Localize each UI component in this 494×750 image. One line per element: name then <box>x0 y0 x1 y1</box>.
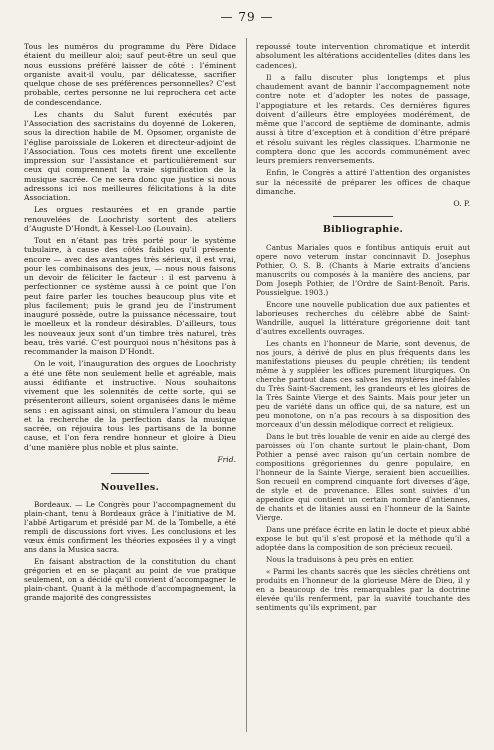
left-column <box>24 42 236 605</box>
biblio-paragraph: Dans une préface écrite en latin le docte et pieux abbé expose le but qu’il s’est proposé et la méthode qu’il a adoptée dans la composition de son précieux recueil. <box>256 524 470 552</box>
paragraph: On le voit, l’inauguration des orgues de Loochristy a été une fête non seulement belle et agréable, mais aussi édifiante et instructive. Nous souhaitons vivement que les solennités de cette sorte, qui se présenteront ailleurs, soient organisées dans le même sens : en agissant ainsi, on stimulera l’amour du beau et la recherche de la perfection dans la musique sacrée, on réjouira tous les partisans de la bonne cause, et l’on fera rendre honneur et gloire à Dieu d’une manière plus noble et plus sainte. <box>24 359 236 452</box>
paragraph: Enfin, le Congrès a attiré l’attention des organistes sur la nécessité de préparer les offices de chaque dimanche. <box>256 168 470 196</box>
column-divider <box>246 38 247 732</box>
signature: Frid. <box>217 454 236 464</box>
divider <box>333 216 393 217</box>
paragraph: Il a fallu discuter plus longtemps et plus chaudement avant de bannir l’accompagnement note contre note et d’adopter les notes de passage, l’appogiature et les retards. Ces dernières figures doivent d’ailleurs être employées modérément, de même que l’accord de septième de dominante, admis aussi à titre d’exception et à condition d’être préparé et résolu suivant les règles classiques. L’harmonie ne comptera donc que les accords communément avec leurs premiers renversements. <box>256 72 470 165</box>
right-column <box>256 42 470 615</box>
signature: O. P. <box>453 199 470 208</box>
page-number: — 79 — <box>220 10 274 24</box>
section-title-nouvelles: Nouvelles. <box>100 482 160 493</box>
news-paragraph: En faisant abstraction de la constitution du chant grégorien et en se plaçant au point de vue pratique seulement, on a décidé qu’il convient d’accompagner le plain-chant. Quant à la méthode d’accompagnement, la grande majorité des congressistes <box>24 557 236 603</box>
news-paragraph: Bordeaux. — Le Congrès pour l’accompagnement du plain-chant, tenu à Bordeaux grâce à l’initiative de M. l’abbé Artigarum et présidé par M. de la Tombelle, a été rempli de discussions fort vives. Les conclusions et les vœux émis confirment les théories exposées il y a vingt ans dans la Musica sacra. <box>24 500 236 555</box>
biblio-paragraph: Dans le but très louable de venir en aide au clergé des paroisses où l’on chante surtout le plain-chant, Dom Pothier a pensé avec raison qu’un certain nombre de compositions grégoriennes du genre populaire, en l’honneur de la Sainte Vierge, seraient bien accueillies. Son recueil en comprend cinquante fort diverses d’âge, de style et de provenance. Elles sont suivies d’un appendice qui contient un certain nombre d’antiennes, de chants et de litanies aussi en l’honneur de la Sainte Vierge. <box>256 431 470 522</box>
biblio-paragraph: Les chants en l’honneur de Marie, sont devenus, de nos jours, à dérivé de plus en plus fréquents dans les manifestations pieuses du peuple chrétien; ils tendent même à y suppléer les offices purement liturgiques. On cherche partout dans ces salves les mystères inef-fables du Très Saint-Sacrement, les grandeurs et les gloires de la Très Sainte Vierge et des Saints. Mais pour jeter un peu de variété dans un office qui, de sa nature, est un peu monotone, on n’a pas recours à sa disposition des morceaux d’un dessin mélodique correct et religieux. <box>256 338 470 429</box>
biblio-paragraph: « Parmi les chants sacrés que les siècles chrétiens ont produits en l’honneur de la glorieuse Mère de Dieu, il y en a beaucoup de très remarquables par la doctrine élevée qu’ils renferment, par la suavité touchante des sentiments qu’ils expriment, par <box>256 566 470 612</box>
biblio-paragraph: Cantus Mariales quos e fontibus antiquis eruit aut opere novo veterum instar concinnavit D. Josephus Pothier, O. S. B. (Chants à Marie extraits d’anciens manuscrits ou composés à la manière des anciens, par Dom Joseph Pothier, de l’Ordre de Saint-Benoît. Paris. Poussielgue. 1903.) <box>256 242 470 297</box>
paragraph: Tous les numéros du programme du Père Didace étaient du meilleur aloi; sauf peut-être un seul que nous eussions préféré laisser de côté : l’éminent organiste avait-il voulu, par délicatesse, sacrifier quelque chose de ses préférences personnelles? C’est probable, certes personne ne lui reprochera cet acte de condescendance. <box>24 42 236 107</box>
section-title-bibliographie: Bibliographie. <box>322 224 404 236</box>
paragraph: Tout en n’étant pas très porté pour le système tubulaire, à cause des côtés faibles qu’il présente encore — avec des avantages très sérieux, il est vrai, pour les combinaisons des jeux, — nous nous faisons un devoir de féliciter le facteur : il est parvenu à perfectionner ce système aussi à ce point que l’on peut faire parler les touches beaucoup plus vite et plus facilement; puis le grand jeu de l’instrument inauguré possède, outre la puissance nécessaire, tout le moelleux et la rondeur désirables. D’ailleurs, tous les nouveaux jeux sont d’un timbre très naturel, très beau, très varié. C’est pourquoi nous n’hésitons pas à recommander la maison D’Hondt. <box>24 236 236 356</box>
biblio-paragraph: Nous la traduisons à peu près en entier. <box>266 554 415 564</box>
paragraph: repoussé toute intervention chromatique et interdit absolument les altérations accidentelles (dites dans les cadences). <box>256 42 470 70</box>
paragraph: Les orgues restaurées et en grande partie renouvelées de Loochristy sortent des ateliers d’Auguste D’Hondt, à Kessel-Loo (Louvain). <box>24 205 236 233</box>
divider <box>111 473 149 474</box>
paragraph: Les chants du Salut furent exécutés par l’Association des sacristains du doyenné de Lokeren, sous la direction habile de M. Opsomer, organiste de l’église paroissiale de Lokeren et directeur-adjoint de l’Association. Tous ces motets firent une excellente impression sur l’assistance et particulièrement sur ceux qui comprennent la vraie signification de la musique sacrée. Ce ne sera donc que justice si nous adressons ici nos meilleures félicitations à la dite Association. <box>24 109 236 202</box>
biblio-paragraph: Encore une nouvelle publication due aux patientes et laborieuses recherches du célèbre abbé de Saint-Wandrille, auquel la littérature grégorienne doit tant d’autres excellents ouvrages. <box>256 299 470 336</box>
